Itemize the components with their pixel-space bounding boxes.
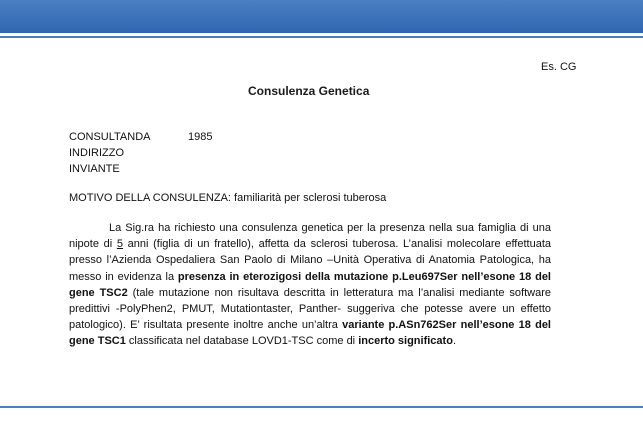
top-divider: [0, 36, 643, 38]
document-code: Es. CG: [541, 61, 577, 73]
text-segment: .: [452, 335, 456, 348]
field-inviante: [69, 161, 212, 177]
document-title: Consulenza Genetica: [248, 84, 370, 98]
variant-tsc1: variante p.ASn762Ser nell’esone 18 del gene TSC1: [69, 319, 551, 348]
text-segment: La Sig.ra ha richiesto una consulenza genetica per la presenza nella sua famiglia di una nipote di: [69, 222, 551, 251]
top-banner: [0, 0, 643, 33]
field-consultanda: [69, 129, 212, 145]
body-paragraph: [69, 220, 551, 350]
text-segment: anni (figlia di un fratello), affetta da sclerosi tuberosa. L’analisi molecolare effettuata presso l’Azienda Ospedaliera San Paolo di Milano –Unità Operativa di Anatomia Patologica, ha messo in evidenza la: [69, 238, 551, 283]
text-segment: classificata nel database LOVD1-TSC come di: [125, 335, 359, 348]
mutation-tsc2: presenza in eterozigosi della mutazione p.Leu697Ser nell’esone 18 del gene TSC2: [69, 270, 551, 299]
uncertain-significance: incerto significato: [358, 335, 453, 348]
field-label: INDIRIZZO: [69, 147, 124, 159]
field-value: 1985: [188, 131, 213, 143]
patient-fields: [69, 129, 212, 177]
bottom-divider: [0, 406, 643, 408]
consultation-reason: MOTIVO DELLA CONSULENZA: familiarità per sclerosi tuberosa: [69, 192, 387, 204]
text-segment: (tale mutazione non risultava descritta in letteratura ma l’analisi mediante software predittivi -PolyPhen2, PMUT, Mutationtaster, Panther- suggeriva che potesse avere un effetto patologico). E’ risultata presente inoltre anche un’altra: [69, 286, 551, 332]
age-value: 5: [116, 238, 123, 251]
field-indirizzo: [69, 145, 212, 161]
field-label: CONSULTANDA: [69, 131, 151, 143]
field-label: INVIANTE: [69, 163, 120, 175]
